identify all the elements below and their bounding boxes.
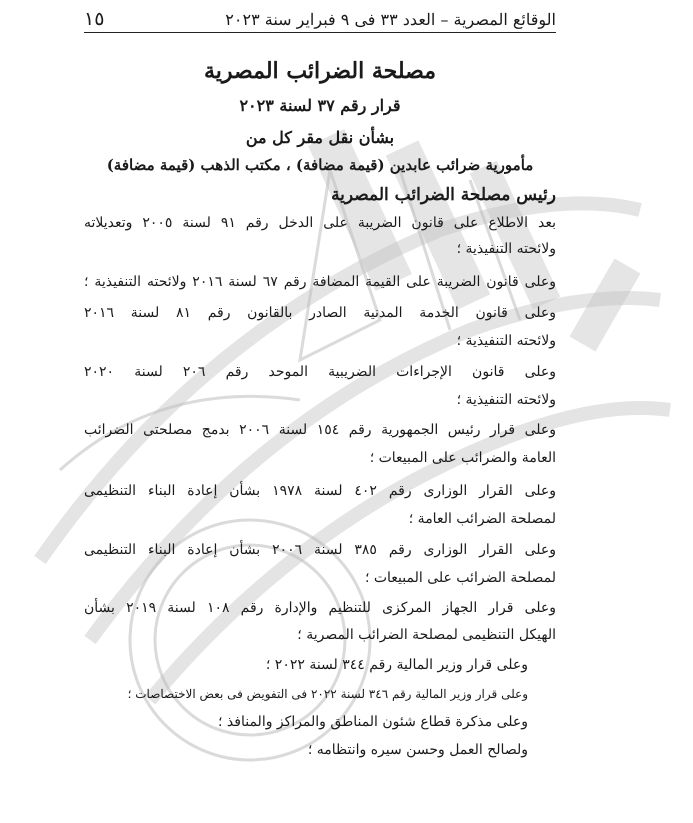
preamble-line: وعلى مذكرة قطاع شئون المناطق والمراكز والمنافذ ؛: [218, 714, 528, 730]
affected-offices: مأمورية ضرائب عابدين (قيمة مضافة) ، مكتب الذهب (قيمة مضافة): [106, 156, 534, 174]
preamble-line: وعلى القرار الوزارى رقم ٣٨٥ لسنة ٢٠٠٦ بشأن إعادة البناء التنظيمى: [84, 542, 557, 558]
preamble-line: ولائحته التنفيذية ؛: [456, 333, 556, 349]
preamble-line: لمصلحة الضرائب على المبيعات ؛: [364, 570, 556, 586]
preamble-line: العامة والضرائب على المبيعات ؛: [369, 450, 556, 466]
preamble-line: وعلى قرار وزير المالية رقم ٣٤٤ لسنة ٢٠٢٢ ؛: [265, 657, 528, 673]
preamble-line: ولائحته التنفيذية ؛: [456, 241, 556, 257]
preamble-line: وعلى قانون الإجراءات الضريبية الموحد رقم ٢٠٦ لسنة ٢٠٢٠: [84, 364, 556, 380]
preamble-line: وعلى قانون الخدمة المدنية الصادر بالقانون رقم ٨١ لسنة ٢٠١٦: [84, 305, 556, 321]
preamble-line: وعلى قرار رئيس الجمهورية رقم ١٥٤ لسنة ٢٠٠٦ بدمج مصلحتى الضرائب: [84, 422, 557, 438]
preamble-line: ولصالح العمل وحسن سيره وانتظامه ؛: [307, 742, 528, 758]
preamble-line: بعد الاطلاع على قانون الضريبة على الدخل رقم ٩١ لسنة ٢٠٠٥ وتعديلاته: [84, 215, 556, 231]
preamble-line: ولائحته التنفيذية ؛: [456, 392, 556, 408]
gazette-issue-title: الوقائع المصرية – العدد ٣٣ فى ٩ فبراير سنة ٢٠٢٣: [225, 9, 556, 29]
authority-title: مصلحة الضرائب المصرية: [204, 58, 436, 84]
preamble-line: وعلى قرار الجهاز المركزى للتنظيم والإدارة رقم ١٠٨ لسنة ٢٠١٩ بشأن: [84, 600, 556, 616]
preamble: [84, 0, 556, 823]
preamble-line: وعلى قانون الضريبة على القيمة المضافة رقم ٦٧ لسنة ٢٠١٦ ولائحته التنفيذية ؛: [84, 274, 557, 290]
issuer-title: رئيس مصلحة الضرائب المصرية: [331, 185, 556, 205]
preamble-line: وعلى القرار الوزارى رقم ٤٠٢ لسنة ١٩٧٨ بشأن إعادة البناء التنظيمى: [84, 483, 557, 499]
preamble-line: لمصلحة الضرائب العامة ؛: [408, 511, 556, 527]
preamble-line: وعلى قرار وزير المالية رقم ٣٤٦ لسنة ٢٠٢٢ فى التفويض فى بعض الاختصاصات ؛: [127, 687, 528, 701]
decision-subject: بشأن نقل مقر كل من: [245, 128, 395, 147]
page-number: ١٥: [84, 8, 105, 30]
decision-number: قرار رقم ٣٧ لسنة ٢٠٢٣: [239, 96, 401, 115]
preamble-line: الهيكل التنظيمى لمصلحة الضرائب المصرية ؛: [297, 627, 556, 643]
